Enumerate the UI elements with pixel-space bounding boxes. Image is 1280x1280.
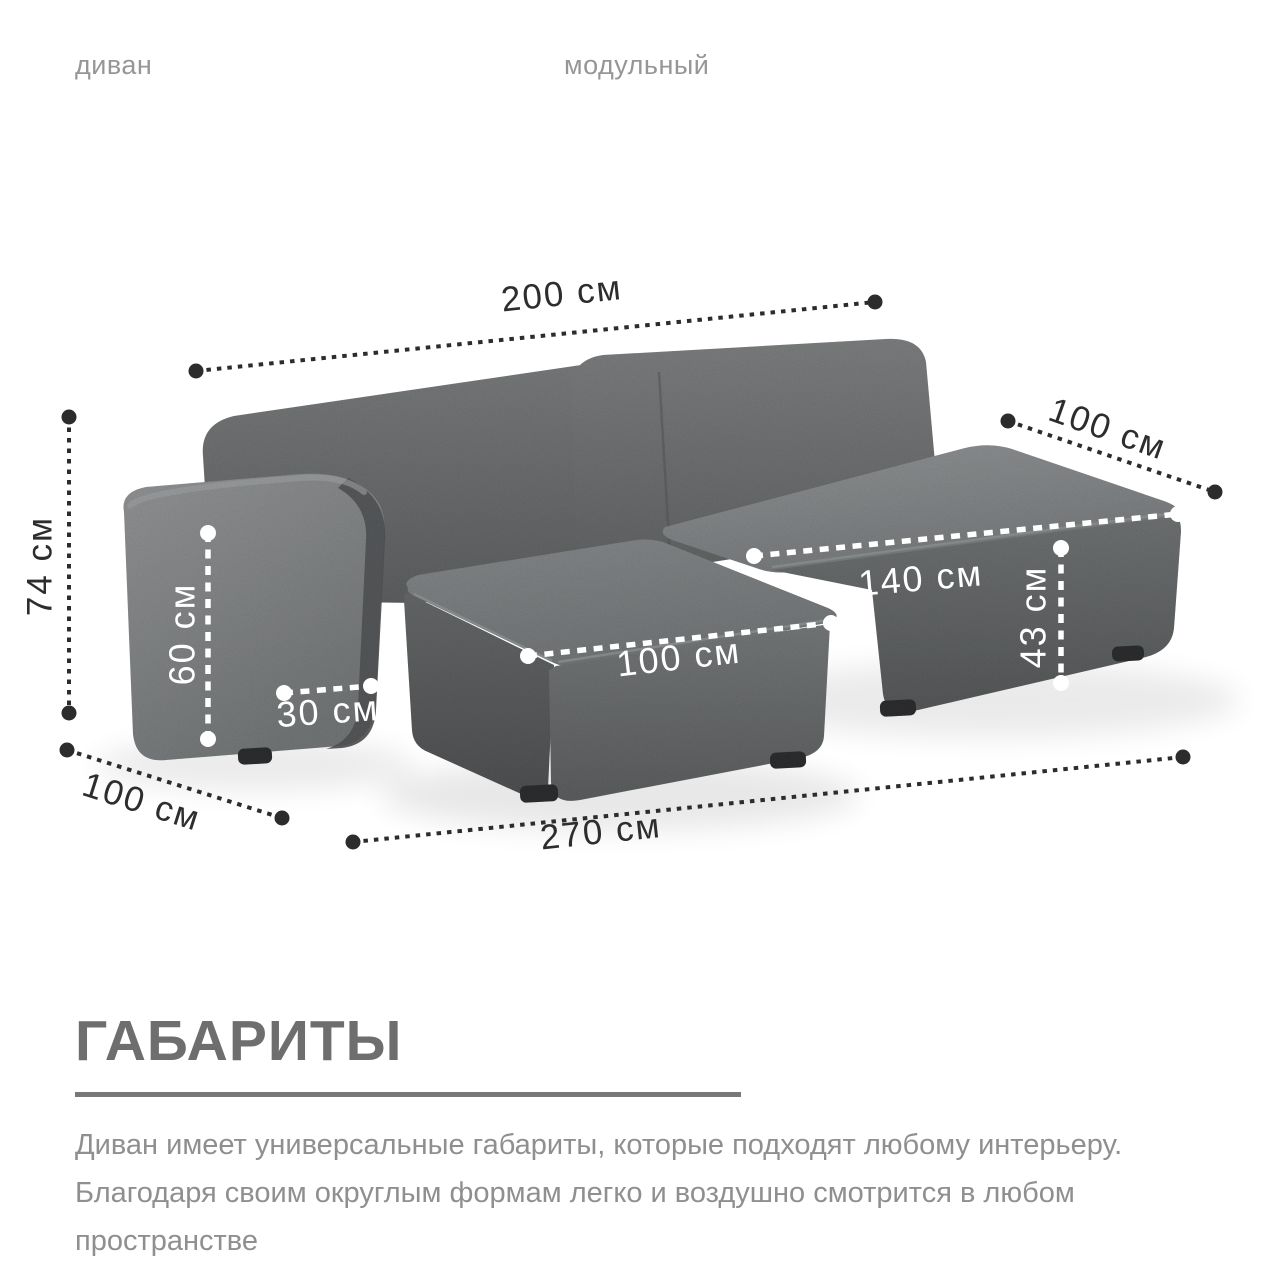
- dimension-endpoint: [1208, 485, 1223, 500]
- dimension-endpoint: [823, 615, 839, 631]
- dimension-endpoint: [520, 648, 536, 664]
- dimension-endpoint: [1053, 675, 1069, 691]
- dimension-label: 270 см: [538, 806, 664, 858]
- dimension-endpoint: [200, 525, 216, 541]
- dimension-endpoint: [1053, 540, 1069, 556]
- sofa-foot: [238, 747, 273, 765]
- dimensions-section: [75, 1008, 1215, 1265]
- dimension-endpoint: [200, 731, 216, 747]
- dimension-label: 43 см: [1012, 565, 1054, 669]
- dimension-endpoint: [62, 706, 77, 721]
- dimension-endpoint: [1170, 506, 1186, 522]
- dimension-label: 100 см: [1043, 390, 1172, 468]
- dimension-endpoint: [1001, 414, 1016, 429]
- dimension-label: 60 см: [161, 582, 203, 686]
- sofa-foot: [1112, 645, 1145, 662]
- section-title: ГАБАРИТЫ: [75, 1009, 403, 1073]
- description-line: Благодаря своим округлым формам легко и воздушно смотрится в любом: [75, 1177, 1075, 1209]
- description-line: пространстве: [75, 1225, 259, 1257]
- section-divider: [75, 1092, 741, 1097]
- dimension-endpoint: [746, 548, 762, 564]
- dimension-label: 140 см: [856, 552, 985, 604]
- dimension-endpoint: [1176, 750, 1191, 765]
- description-line: Диван имеет универсальные габариты, которые подходят любому интерьеру.: [75, 1129, 1123, 1161]
- section-description: [75, 1121, 1215, 1265]
- product-type-label: модульный: [564, 50, 710, 80]
- dimension-endpoint: [189, 364, 204, 379]
- dimension-label: 100 см: [77, 764, 206, 839]
- dimension-endpoint: [275, 811, 290, 826]
- dimension-endpoint: [60, 743, 75, 758]
- dimension-label: 200 см: [499, 268, 625, 320]
- dimension-label: 100 см: [614, 629, 743, 685]
- dimension-endpoint: [62, 410, 77, 425]
- dimension-label: 74 см: [20, 515, 60, 617]
- dimension-total-height: [20, 410, 76, 721]
- sofa-foot: [880, 699, 917, 717]
- product-category-label: диван: [75, 50, 153, 80]
- dimension-endpoint: [346, 835, 361, 850]
- dimension-endpoint: [868, 295, 883, 310]
- dimension-label: 30 см: [275, 686, 381, 736]
- sofa-foot: [520, 784, 559, 803]
- sofa-foot: [770, 751, 807, 769]
